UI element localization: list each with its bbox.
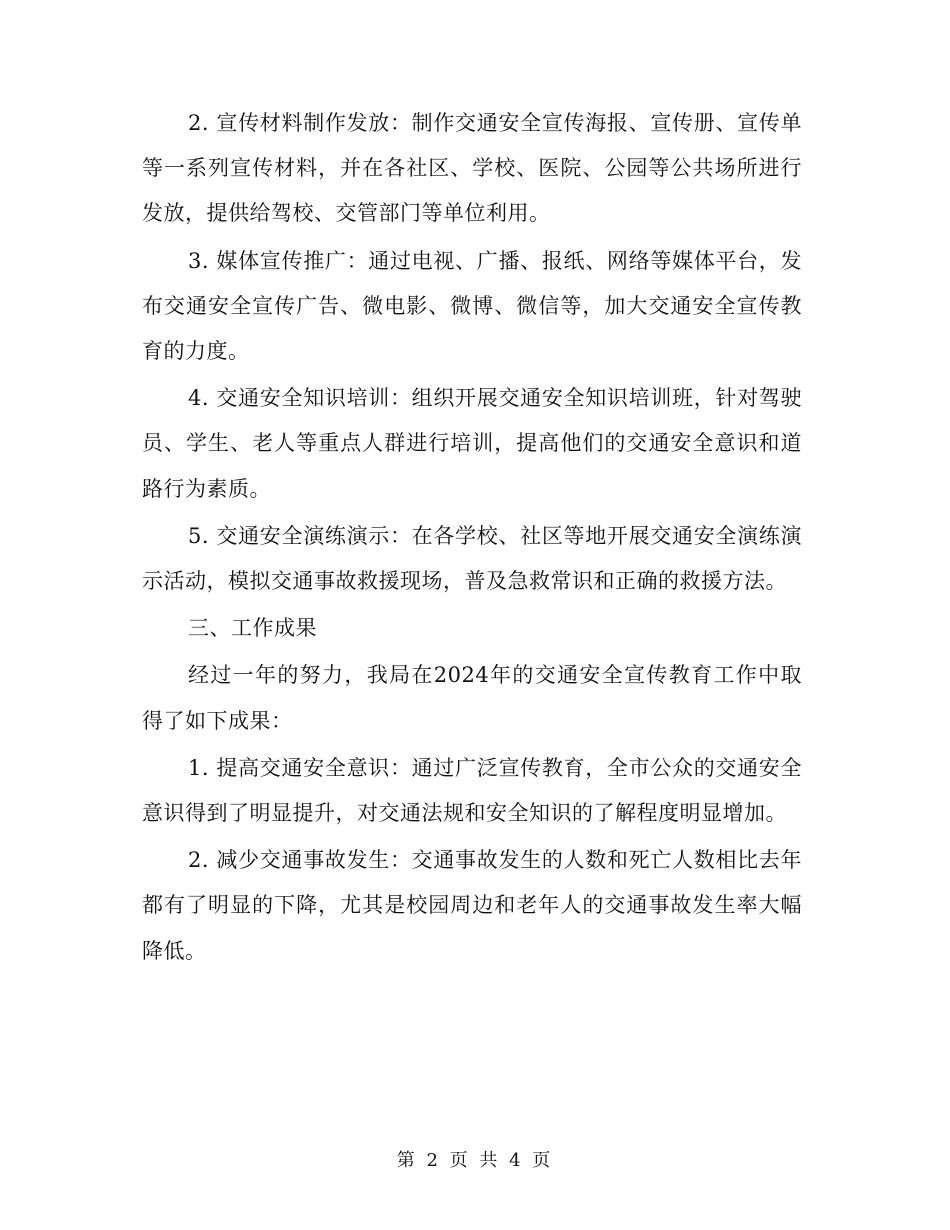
paragraph-results-intro: 经过一年的努力，我局在2024年的交通安全宣传教育工作中取得了如下成果：: [142, 663, 802, 733]
section-heading-results: 三、工作成果: [188, 616, 317, 641]
paragraph-safety-drill: 5. 交通安全演练演示：在各学校、社区等地开展交通安全演练演示活动，模拟交通事故救援现场，普及急救常识和正确的救援方法。: [142, 523, 802, 594]
paragraph-result-accidents: 2. 减少交通事故发生：交通事故发生的人数和死亡人数相比去年都有了明显的下降，尤其是校园周边和老年人的交通事故发生率大幅降低。: [142, 848, 802, 963]
paragraph-media-promotion: 3. 媒体宣传推广：通过电视、广播、报纸、网络等媒体平台，发布交通安全宣传广告、微电影、微博、微信等，加大交通安全宣传教育的力度。: [142, 248, 802, 364]
paragraph-materials-distribution: 2. 宣传材料制作发放：制作交通安全宣传海报、宣传册、宣传单等一系列宣传材料，并在各社区、学校、医院、公园等公共场所进行发放，提供给驾校、交管部门等单位利用。: [142, 111, 802, 226]
page-number-footer: 第 2 页 共 4 页: [396, 1150, 554, 1171]
document-body: [142, 101, 802, 976]
paragraph-safety-training: 4. 交通安全知识培训：组织开展交通安全知识培训班，针对驾驶员、学生、老人等重点人群进行培训，提高他们的交通安全意识和道路行为素质。: [142, 386, 802, 501]
paragraph-result-awareness: 1. 提高交通安全意识：通过广泛宣传教育，全市公众的交通安全意识得到了明显提升，对交通法规和安全知识的了解程度明显增加。: [142, 755, 802, 826]
